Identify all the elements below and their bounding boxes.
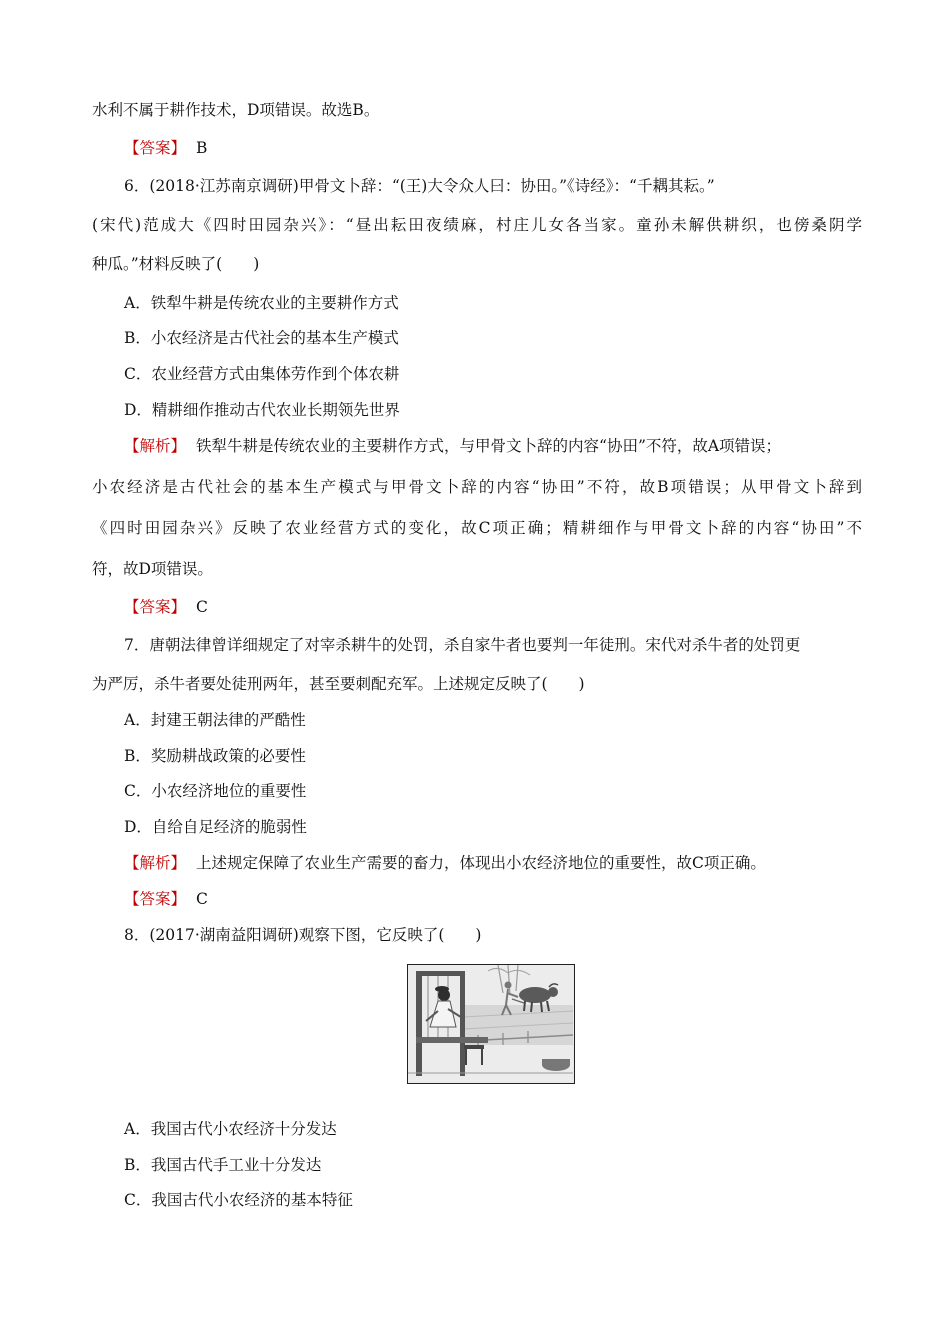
q6-option-c: C．农业经营方式由集体劳作到个体农耕	[124, 365, 400, 383]
q6-option-b: B．小农经济是古代社会的基本生产模式	[124, 329, 399, 347]
q6-stem-line-2: (宋代)范成大《四时田园杂兴》：“昼出耘田夜绩麻，村庄儿女各当家。童孙未解供耕织，也傍桑阴学	[92, 216, 862, 234]
q8-option-c: C．我国古代小农经济的基本特征	[124, 1191, 353, 1209]
q6-option-a: A．铁犁牛耕是传统农业的主要耕作方式	[124, 294, 399, 312]
q7-option-a: A．封建王朝法律的严酷性	[124, 711, 306, 729]
q6-stem-line-1: 6．(2018·江苏南京调研)甲骨文卜辞：“(王)大令众人曰：协田。”《诗经》：“千耦其耘。”	[124, 177, 715, 195]
answer-tag: 【答案】	[124, 139, 187, 157]
q8-option-b: B．我国古代手工业十分发达	[124, 1156, 322, 1174]
q7-stem-line-1: 7．唐朝法律曾详细规定了对宰杀耕牛的处罚，杀自家牛者也要判一年徒刑。宋代对杀牛者的处罚更	[124, 636, 801, 654]
illustration-svg	[408, 965, 573, 1082]
q7-answer	[124, 888, 894, 910]
q6-explanation-line-3: 《四时田园杂兴》反映了农业经营方式的变化，故C项正确；精耕细作与甲骨文卜辞的内容“协田”不	[92, 519, 862, 537]
q6-explanation-line-1	[124, 435, 862, 457]
q7-stem-line-2: 为严厉，杀牛者要处徒刑两年，甚至要刺配充军。上述规定反映了( )	[92, 675, 585, 693]
q6-option-d: D．精耕细作推动古代农业长期领先世界	[124, 401, 400, 419]
answer-tag: 【答案】	[124, 598, 187, 616]
farming-weaving-illustration	[407, 964, 575, 1084]
answer-value: B	[196, 139, 208, 157]
q8-stem: 8．(2017·湖南益阳调研)观察下图，它反映了( )	[124, 926, 482, 944]
answer-value: C	[196, 890, 208, 908]
answer-value: C	[196, 598, 208, 616]
answer-tag: 【答案】	[124, 890, 187, 908]
explanation-text: 铁犁牛耕是传统农业的主要耕作方式，与甲骨文卜辞的内容“协田”不符，故A项错误；	[196, 437, 782, 455]
q7-option-d: D．自给自足经济的脆弱性	[124, 818, 307, 836]
q5-answer	[124, 137, 894, 159]
q7-explanation	[124, 852, 894, 874]
q6-answer	[124, 596, 894, 618]
q5-explanation-end: 水利不属于耕作技术，D项错误。故选B。	[92, 101, 380, 119]
q7-option-b: B．奖励耕战政策的必要性	[124, 747, 306, 765]
explanation-tag: 【解析】	[124, 854, 187, 872]
q7-option-c: C．小农经济地位的重要性	[124, 782, 307, 800]
q8-option-a: A．我国古代小农经济十分发达	[124, 1120, 337, 1138]
q6-explanation-line-4: 符，故D项错误。	[92, 560, 213, 578]
explanation-text: 上述规定保障了农业生产需要的畜力，体现出小农经济地位的重要性，故C项正确。	[196, 854, 766, 872]
explanation-tag: 【解析】	[124, 437, 187, 455]
q6-explanation-line-2: 小农经济是古代社会的基本生产模式与甲骨文卜辞的内容“协田”不符，故B项错误；从甲骨文卜辞到	[92, 478, 862, 496]
q6-stem-line-3: 种瓜。”材料反映了( )	[92, 255, 260, 273]
